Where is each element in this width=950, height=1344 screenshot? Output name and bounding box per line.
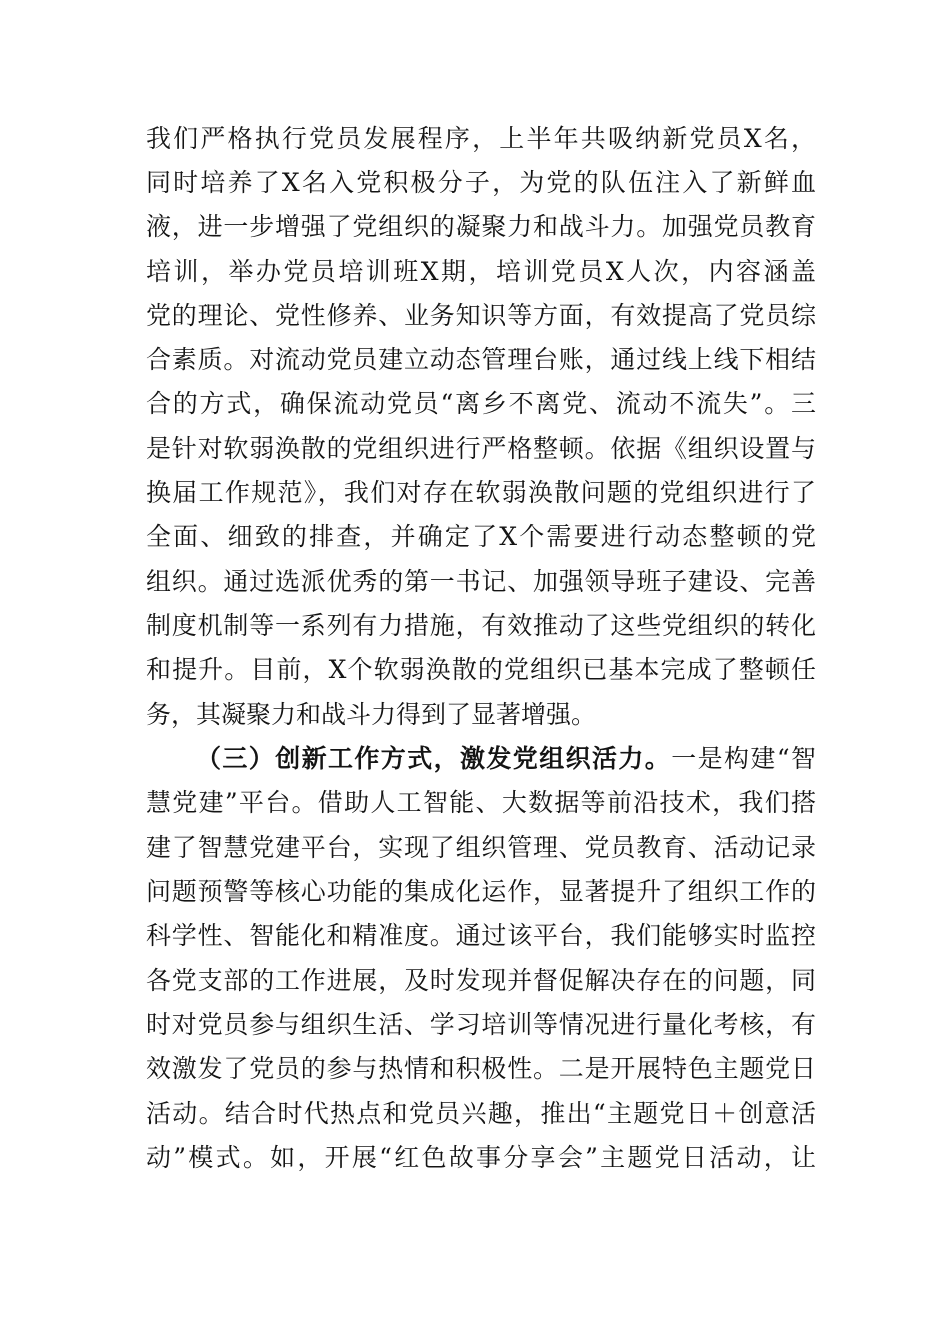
section-heading: （三）创新工作方式，激发党组织活力。 [196,744,672,773]
paragraph-line: 活动。结合时代热点和党员兴趣，推出“主题党日＋创意活 [146,1099,816,1128]
paragraph-line: 是针对软弱涣散的党组织进行严格整顿。依据《组织设置与 [146,434,816,463]
paragraph-line: 全面、细致的排查，并确定了X个需要进行动态整顿的党 [146,522,816,551]
paragraph-line: 各党支部的工作进展，及时发现并督促解决存在的问题，同 [146,966,816,995]
paragraph-line: 我们严格执行党员发展程序，上半年共吸纳新党员X名， [146,124,816,153]
paragraph-line: 建了智慧党建平台，实现了组织管理、党员教育、活动记录 [146,833,816,862]
paragraph-line: 液，进一步增强了党组织的凝聚力和战斗力。加强党员教育 [146,212,816,241]
section-heading-line [196,737,816,781]
paragraph-line: 培训，举办党员培训班X期，培训党员X人次，内容涵盖 [146,257,816,286]
paragraph-line: 换届工作规范》，我们对存在软弱涣散问题的党组织进行了 [146,478,816,507]
paragraph-line: 组织。通过选派优秀的第一书记、加强领导班子建设、完善 [146,567,816,596]
paragraph-line: 同时培养了X名入党积极分子，为党的队伍注入了新鲜血 [146,168,816,197]
paragraph-line: 慧党建”平台。借助人工智能、大数据等前沿技术，我们搭 [146,788,816,817]
paragraph-line: 制度机制等一系列有力措施，有效推动了这些党组织的转化 [146,611,816,640]
paragraph-line: 和提升。目前，X个软弱涣散的党组织已基本完成了整顿任 [146,655,816,684]
paragraph-line: 合素质。对流动党员建立动态管理台账，通过线上线下相结 [146,345,816,374]
paragraph-line: 效激发了党员的参与热情和积极性。二是开展特色主题党日 [146,1054,816,1083]
paragraph-line: 时对党员参与组织生活、学习培训等情况进行量化考核，有 [146,1010,816,1039]
paragraph-line: 科学性、智能化和精准度。通过该平台，我们能够实时监控 [146,921,816,950]
paragraph-line: 党的理论、党性修养、业务知识等方面，有效提高了党员综 [146,301,816,330]
paragraph-line: 问题预警等核心功能的集成化运作，显著提升了组织工作的 [146,877,816,906]
section-heading-rest: 一是构建“智 [671,744,817,773]
paragraph-line: 务，其凝聚力和战斗力得到了显著增强。 [146,700,597,729]
paragraph-line: 动”模式。如，开展“红色故事分享会”主题党日活动，让 [146,1143,816,1172]
paragraph-line: 合的方式，确保流动党员“离乡不离党、流动不流失”。三 [146,389,816,418]
